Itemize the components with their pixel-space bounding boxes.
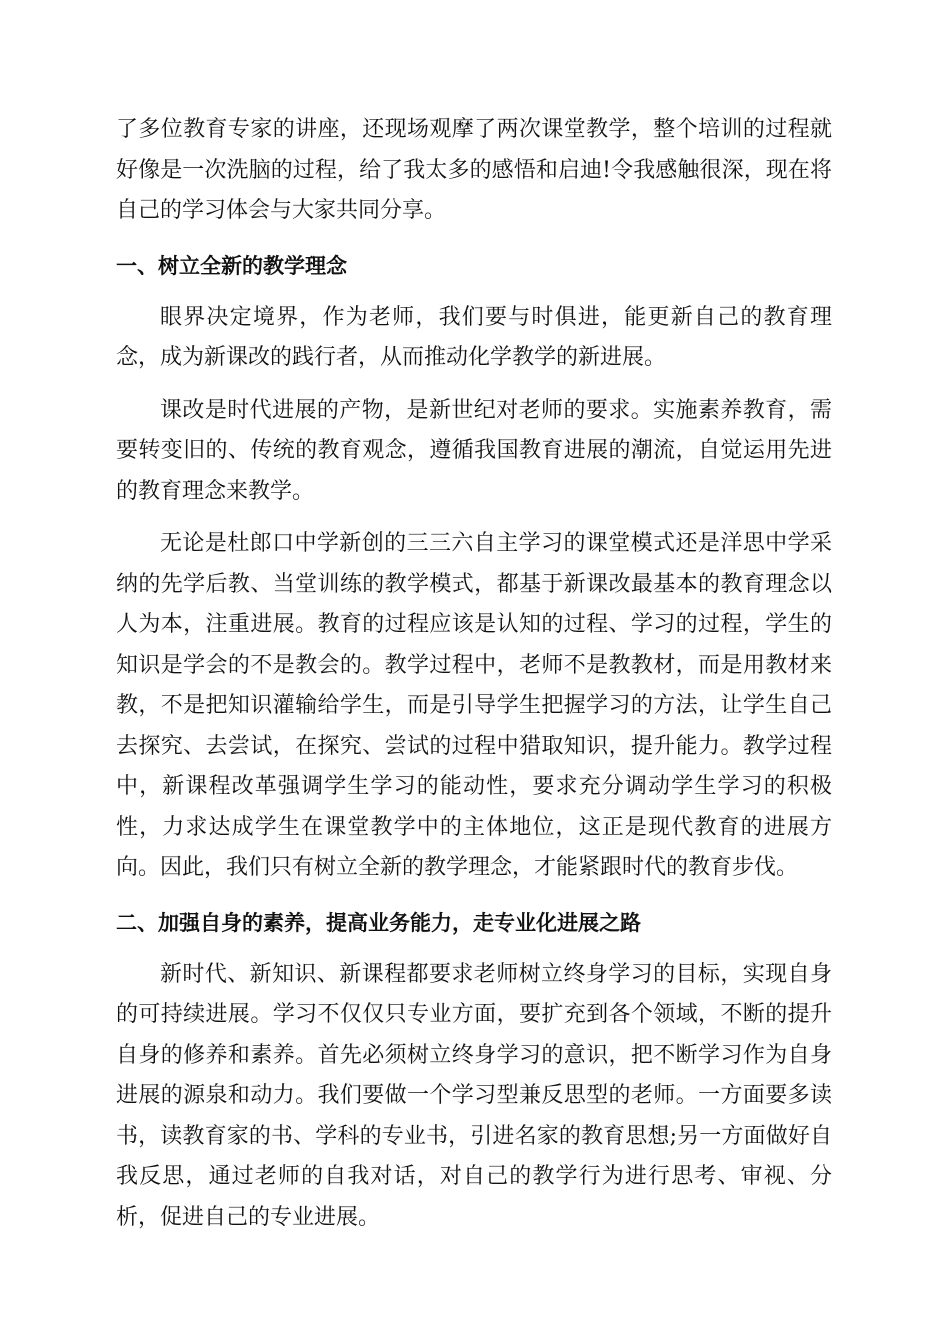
- section-1-paragraph-1: 眼界决定境界，作为老师，我们要与时俱进，能更新自己的教育理念，成为新课改的践行者，从而推动化学教学的新进展。: [116, 304, 832, 370]
- section-1-paragraph-2: 课改是时代进展的产物，是新世纪对老师的要求。实施素养教育，需要转变旧的、传统的教育观念，遵循我国教育进展的潮流，自觉运用先进的教育理念来教学。: [116, 397, 832, 504]
- section-2-heading: 二、加强自身的素养，提高业务能力，走专业化进展之路: [116, 910, 641, 935]
- section-1-paragraph-3: 无论是杜郎口中学新创的三三六自主学习的课堂模式还是洋思中学采纳的先学后教、当堂训练的教学模式，都基于新课改最基本的教育理念以人为本，注重进展。教育的过程应该是认知的过程、学习的过程，学生的知识是学会的不是教会的。教学过程中，老师不是教教材，而是用教材来教，不是把知识灌输给学生，而是引导学生把握学习的方法，让学生自己去探究、去尝试，在探究、尝试的过程中猎取知识，提升能力。教学过程中，新课程改革强调学生学习的能动性，要求充分调动学生学习的积极性，力求达成学生在课堂教学中的主体地位，这正是现代教育的进展方向。因此，我们只有树立全新的教学理念，才能紧跟时代的教育步伐。: [116, 531, 832, 880]
- section-2-paragraph-1: 新时代、新知识、新课程都要求老师树立终身学习的目标，实现自身的可持续进展。学习不仅仅只专业方面，要扩充到各个领域，不断的提升自身的修养和素养。首先必须树立终身学习的意识，把不断学习作为自身进展的源泉和动力。我们要做一个学习型兼反思型的老师。一方面要多读书，读教育家的书、学科的专业书，引进名家的教育思想;另一方面做好自我反思，通过老师的自我对话，对自己的教学行为进行思考、审视、分析，促进自己的专业进展。: [116, 961, 832, 1230]
- intro-paragraph: 了多位教育专家的讲座，还现场观摩了两次课堂教学，整个培训的过程就好像是一次洗脑的过程，给了我太多的感悟和启迪!令我感触很深，现在将自己的学习体会与大家共同分享。: [116, 117, 832, 223]
- document-body: [116, 110, 832, 1238]
- section-1-heading: 一、树立全新的教学理念: [116, 253, 347, 278]
